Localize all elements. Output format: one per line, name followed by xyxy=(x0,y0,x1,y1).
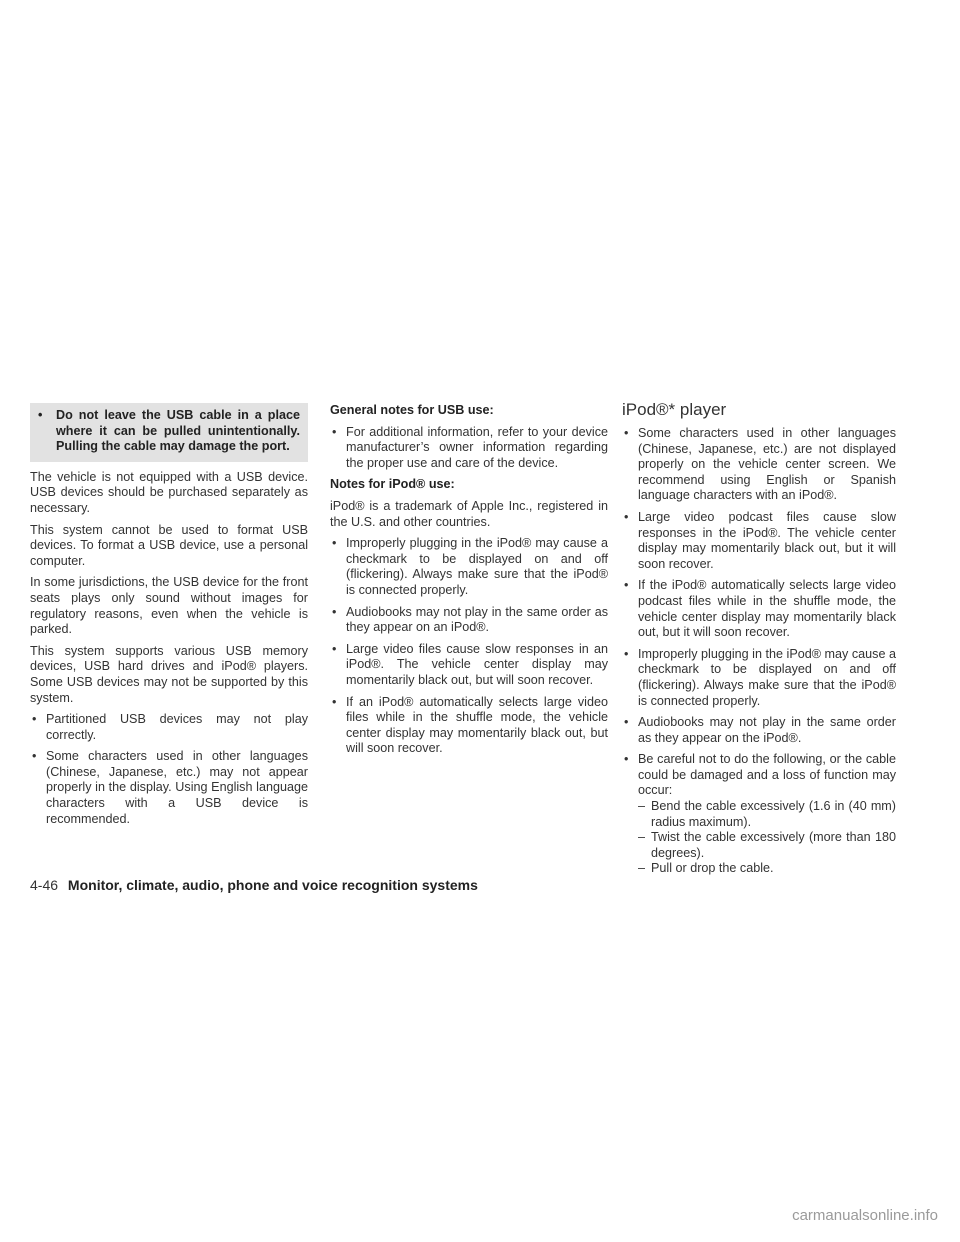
warning-text: Do not leave the USB cable in a place where it can be pulled unintentionally. Pulling the cable may damage the port. xyxy=(56,408,300,454)
column-middle xyxy=(330,403,608,763)
paragraph: In some jurisdictions, the USB device for the front seats plays only sound without images for regulatory reasons, even when the vehicle is parked. xyxy=(30,575,308,637)
paragraph: This system cannot be used to format USB devices. To format a USB device, use a personal computer. xyxy=(30,522,308,568)
page-footer xyxy=(30,876,478,894)
list-item: • Large video files cause slow responses in an iPod®. The vehicle center display may momentarily black out, but will soon recover. xyxy=(330,642,608,689)
column-left xyxy=(30,403,308,833)
bullet-icon: • xyxy=(38,408,43,422)
list-item: • Improperly plugging in the iPod® may cause a checkmark to be displayed on and off (flickering). Always make sure that the iPod® is connected properly. xyxy=(622,647,896,709)
sub-list-item: – Twist the cable excessively (more than 180 degrees). xyxy=(638,830,896,861)
sub-list xyxy=(638,799,896,877)
list-item: • If an iPod® automatically selects large video files while in the shuffle mode, the vehicle center display may momentarily black out, but will soon recover. xyxy=(330,695,608,757)
section-heading: Notes for iPod® use: xyxy=(330,477,455,492)
section-title: iPod®* player xyxy=(622,400,727,419)
bullet-list xyxy=(330,536,608,757)
warning-box xyxy=(30,403,308,462)
bullet-list xyxy=(622,426,896,877)
paragraph: This system supports various USB memory devices, USB hard drives and iPod® players. Some USB devices may not be supported by this system. xyxy=(30,643,308,705)
list-item: • Improperly plugging in the iPod® may cause a checkmark to be displayed on and off (flickering). Always make sure that the iPod® is connected properly. xyxy=(330,536,608,598)
list-item: • Some characters used in other languages (Chinese, Japanese, etc.) may not appear properly in the display. Using English language characters with a USB device is recommended. xyxy=(30,749,308,827)
paragraph: iPod® is a trademark of Apple Inc., registered in the U.S. and other countries. xyxy=(330,498,608,529)
list-item: • Partitioned USB devices may not play correctly. xyxy=(30,712,308,743)
watermark: carmanualsonline.info xyxy=(792,1207,938,1224)
page-number: 4-46 xyxy=(30,877,59,893)
paragraph: The vehicle is not equipped with a USB device. USB devices should be purchased separately as necessary. xyxy=(30,469,308,515)
list-item: • Some characters used in other languages (Chinese, Japanese, etc.) are not displayed properly on the vehicle center screen. We recommend using English or Spanish language characters with an iPod®. xyxy=(622,426,896,504)
list-item: • If the iPod® automatically selects large video podcast files while in the shuffle mode, the vehicle center display may momentarily black out, but it will soon recover. xyxy=(622,578,896,640)
list-item: • Audiobooks may not play in the same order as they appear on an iPod®. xyxy=(330,605,608,636)
sub-list-item: – Bend the cable excessively (1.6 in (40 mm) radius maximum). xyxy=(638,799,896,830)
list-item: • For additional information, refer to your device manufacturer’s owner information regarding the proper use and care of the device. xyxy=(330,425,608,472)
column-right xyxy=(622,400,896,883)
chapter-title: Monitor, climate, audio, phone and voice recognition systems xyxy=(67,877,478,893)
list-item: • Audiobooks may not play in the same order as they appear on the iPod®. xyxy=(622,715,896,746)
list-item-with-sublist xyxy=(622,752,896,877)
section-heading: General notes for USB use: xyxy=(330,403,494,417)
list-item: • Large video podcast files cause slow responses in the iPod®. The vehicle center display may momentarily black out, but it will soon recover. xyxy=(622,510,896,572)
sub-list-item: – Pull or drop the cable. xyxy=(638,861,896,877)
bullet-list xyxy=(30,712,308,827)
bullet-list xyxy=(330,425,608,472)
list-item-text: Be careful not to do the following, or the cable could be damaged and a loss of function may occur: xyxy=(638,752,896,798)
